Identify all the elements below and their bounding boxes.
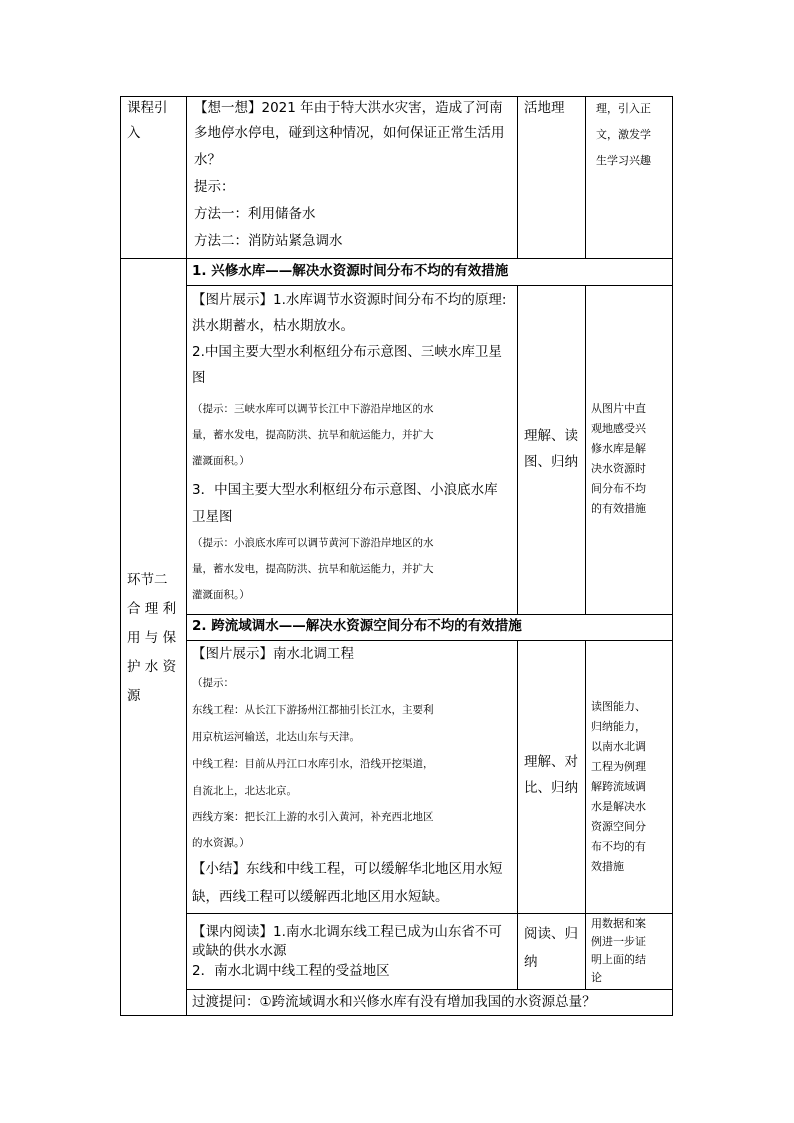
intro-intent-line: 生学习兴趣	[596, 154, 651, 167]
part1-hint2-line: （提示：小浪底水库可以调节黄河下游沿岸地区的水	[192, 537, 434, 549]
reading-activity-line: 阅读、归	[524, 926, 578, 942]
intro-label-line: 入	[127, 125, 141, 141]
part2-activity-line: 比、归纳	[524, 780, 578, 796]
part2-activity-line: 理解、对	[524, 754, 578, 770]
grid-col-divider-2	[517, 285, 518, 614]
grid-row-divider	[186, 640, 673, 641]
part2-intent-line: 读图能力、	[591, 700, 646, 713]
reading-intent-line: 例进一步证	[591, 935, 646, 948]
reading-activity-line: 纳	[524, 954, 538, 970]
part2-intent-line: 水是解决水	[591, 800, 646, 813]
part2-heading: 2. 跨流域调水——解决水资源空间分布不均的有效措施	[192, 618, 522, 634]
grid-right-border	[672, 96, 673, 1016]
part1-activity-line: 图、归纳	[524, 454, 578, 470]
section2-label-line: 合 理 利	[127, 601, 177, 617]
part2-hint-line: 自流北上，北达北京。	[192, 785, 297, 797]
part1-heading: 1. 兴修水库——解决水资源时间分布不均的有效措施	[192, 263, 509, 279]
section2-label-line: 护 水 资	[127, 659, 177, 675]
part1-intent-line: 修水库是解	[591, 442, 646, 455]
intro-content-line: 方法二：消防站紧急调水	[194, 233, 343, 249]
reading-content-line: 【课内阅读】1.南水北调东线工程已成为山东省不可	[192, 924, 502, 940]
grid-left-border	[120, 96, 121, 1016]
part1-content2-line: 卫星图	[192, 509, 233, 525]
section2-label-line: 环节二	[127, 572, 168, 588]
part2-intent-line: 资源空间分	[591, 820, 646, 833]
part2-intent-line: 以南水北调	[591, 740, 646, 753]
part1-content2-line: 3．中国主要大型水利枢纽分布示意图、小浪底水库	[192, 482, 498, 498]
grid-row-divider	[186, 285, 673, 286]
reading-intent-line: 论	[591, 971, 602, 984]
part1-hint1-line: 量，蓄水发电，提高防洪、抗旱和航运能力，并扩大	[192, 429, 434, 441]
part1-hint2-line: 量，蓄水发电，提高防洪、抗旱和航运能力，并扩大	[192, 563, 434, 575]
reading-content-line: 或缺的供水水源	[192, 943, 287, 959]
part2-hint-line: （提示：	[192, 677, 234, 689]
grid-col-divider-1	[186, 96, 187, 1016]
part2-intent-line: 归纳能力，	[591, 720, 646, 733]
intro-intent-line: 文，激发学	[596, 128, 651, 141]
part1-intent-line: 的有效措施	[591, 502, 646, 515]
part1-hint2-line: 灌溉面积。）	[192, 589, 250, 601]
part1-intent-line: 观地感受兴	[591, 422, 646, 435]
part1-activity-line: 理解、读	[524, 428, 578, 444]
grid-col-divider-3	[585, 285, 586, 614]
part2-intent-line: 效措施	[591, 860, 624, 873]
part2-content-top: 【图片展示】南水北调工程	[192, 646, 354, 662]
intro-content-line: 多地停水停电，碰到这种情况，如何保证正常生活用	[194, 125, 505, 141]
part1-intent-line: 间分布不均	[591, 482, 646, 495]
grid-bottom-border	[120, 1015, 673, 1016]
part2-hint-line: 西线方案：把长江上游的水引入黄河，补充西北地区	[192, 811, 434, 823]
part2-hint-line: 东线工程：从长江下游扬州江都抽引长江水，主要利	[192, 704, 434, 716]
grid-col-divider-2	[517, 640, 518, 989]
part2-summary-line: 【小结】东线和中线工程，可以缓解华北地区用水短	[192, 861, 503, 877]
part1-intent-line: 决水资源时	[591, 462, 646, 475]
part2-intent-line: 解跨流域调	[591, 780, 646, 793]
intro-activity: 活地理	[524, 100, 565, 116]
part2-hint-line: 中线工程：目前从丹江口水库引水，沿线开挖渠道，	[192, 758, 434, 770]
section2-label-line: 用 与 保	[127, 630, 177, 646]
transition-question: 过渡提问：①跨流域调水和兴修水库有没有增加我国的水资源总量？	[192, 994, 596, 1010]
reading-intent-line: 明上面的结	[591, 953, 646, 966]
reading-content-line: 2．南水北调中线工程的受益地区	[192, 963, 390, 979]
intro-content-line: 提示：	[194, 179, 235, 195]
section2-label-line: 源	[127, 688, 141, 704]
part1-content-line: 洪水期蓄水，枯水期放水。	[192, 318, 354, 334]
part1-intent-line: 从图片中直	[591, 402, 646, 415]
part2-hint-line: 的水资源。）	[192, 837, 250, 849]
intro-content-line: 方法一：利用储备水	[194, 206, 316, 222]
intro-content-line: 水？	[194, 152, 221, 168]
reading-intent-line: 用数据和案	[591, 917, 646, 930]
intro-intent-line: 理，引入正	[596, 102, 651, 115]
intro-content-line: 【想一想】2021 年由于特大洪水灾害，造成了河南	[194, 100, 503, 116]
part2-intent-line: 工程为例理	[591, 760, 646, 773]
grid-col-divider-3	[585, 96, 586, 258]
grid-col-divider-3	[585, 640, 586, 989]
part1-content-line: 2.中国主要大型水利枢纽分布示意图、三峡水库卫星	[192, 344, 502, 360]
part1-hint1-line: 灌溉面积。）	[192, 455, 250, 467]
part2-intent-line: 布不均的有	[591, 840, 646, 853]
part2-summary-line: 缺，西线工程可以缓解西北地区用水短缺。	[192, 889, 449, 905]
intro-label-line: 课程引	[127, 100, 168, 116]
part1-content-line: 【图片展示】1.水库调节水资源时间分布不均的原理:	[192, 292, 507, 308]
part2-hint-line: 用京杭运河输送，北达山东与天津。	[192, 731, 360, 743]
part1-content-line: 图	[192, 370, 206, 386]
grid-col-divider-2	[517, 96, 518, 258]
part1-hint1-line: （提示：三峡水库可以调节长江中下游沿岸地区的水	[192, 403, 434, 415]
